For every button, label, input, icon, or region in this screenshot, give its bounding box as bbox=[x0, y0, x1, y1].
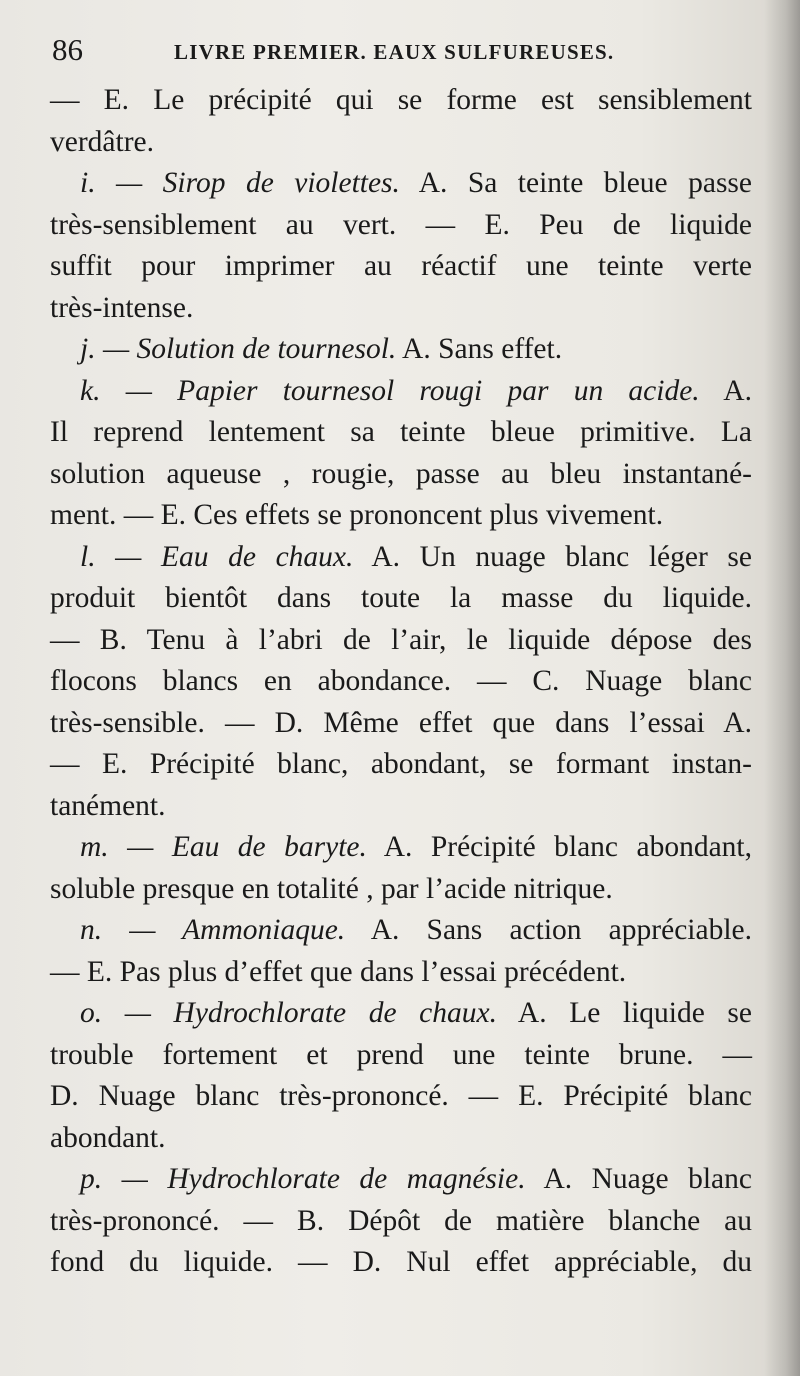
text-run: — B. Tenu à l’abri de l’air, le liquide dépose des bbox=[50, 623, 752, 656]
text-line bbox=[50, 80, 752, 122]
text-line bbox=[50, 537, 752, 579]
text-line bbox=[50, 412, 752, 454]
reagent-heading: l. — Eau de chaux. bbox=[80, 540, 354, 573]
text-line bbox=[50, 786, 752, 828]
text-run: A. Sans action appréciable. bbox=[345, 914, 752, 946]
reagent-heading: n. — Ammoniaque. bbox=[80, 914, 346, 946]
text-run: D. Nuage blanc très-prononcé. — E. Précipité blanc bbox=[50, 1080, 752, 1112]
text-run: A. Sans effet. bbox=[396, 333, 563, 365]
text-run: — E. Précipité blanc, abondant, se formant instan- bbox=[50, 748, 752, 780]
body-text bbox=[50, 80, 752, 1284]
text-run: tanément. bbox=[50, 789, 166, 822]
page-header bbox=[52, 28, 752, 72]
reagent-heading: p. — Hydrochlorate de magnésie. bbox=[80, 1163, 526, 1195]
text-line bbox=[50, 703, 752, 745]
text-line bbox=[50, 1035, 752, 1077]
text-run: A. Un nuage blanc léger se bbox=[353, 540, 752, 573]
text-line bbox=[50, 1159, 752, 1201]
text-run: — E. Pas plus d’effet que dans l’essai précédent. bbox=[50, 955, 627, 988]
reagent-heading: j. — Solution de tournesol. bbox=[80, 333, 397, 365]
text-run: produit bientôt dans toute la masse du liquide. bbox=[50, 582, 752, 614]
text-run: suffit pour imprimer au réactif une teinte verte bbox=[50, 250, 752, 282]
text-line bbox=[50, 205, 752, 247]
text-run: trouble fortement et prend une teinte brune. — bbox=[50, 1038, 752, 1071]
text-run: — E. Le précipité qui se forme est sensiblement bbox=[50, 84, 752, 116]
text-line bbox=[50, 661, 752, 703]
text-run: verdâtre. bbox=[50, 125, 154, 158]
text-line bbox=[50, 827, 752, 869]
text-line bbox=[50, 371, 752, 413]
text-run: solution aqueuse , rougie, passe au bleu instantané- bbox=[50, 457, 752, 490]
text-line bbox=[50, 578, 752, 620]
text-line bbox=[50, 1076, 752, 1118]
page-number: 86 bbox=[52, 32, 83, 67]
text-line bbox=[50, 869, 752, 911]
text-line bbox=[50, 288, 752, 330]
text-run: soluble presque en totalité , par l’acide nitrique. bbox=[50, 872, 613, 905]
text-run: A. Nuage blanc bbox=[525, 1163, 752, 1195]
text-run: abondant. bbox=[50, 1121, 166, 1154]
reagent-heading: k. — Papier tournesol rougi par un acide. bbox=[80, 374, 700, 407]
text-line bbox=[50, 1242, 752, 1284]
text-line bbox=[50, 495, 752, 537]
text-line bbox=[50, 163, 752, 205]
text-run: très-sensible. — D. Même effet que dans l’essai A. bbox=[50, 706, 752, 739]
text-line bbox=[50, 1118, 752, 1160]
text-run: ment. — E. Ces effets se prononcent plus vivement. bbox=[50, 499, 664, 531]
text-run: flocons blancs en abondance. — C. Nuage blanc bbox=[50, 665, 752, 697]
reagent-heading: i. — Sirop de violettes. bbox=[80, 167, 400, 199]
text-line bbox=[50, 329, 752, 371]
text-line bbox=[50, 122, 752, 164]
text-run: Il reprend lentement sa teinte bleue primitive. La bbox=[50, 416, 752, 448]
text-line bbox=[50, 246, 752, 288]
text-line bbox=[50, 744, 752, 786]
text-run: A. Le liquide se bbox=[496, 997, 752, 1029]
running-title: LIVRE PREMIER. EAUX SULFUREUSES. bbox=[174, 40, 615, 64]
text-run: A. Sa teinte bleue passe bbox=[399, 167, 752, 199]
text-run: A. Précipité blanc abondant, bbox=[366, 831, 752, 863]
page-gutter-shadow bbox=[764, 0, 800, 1376]
text-line bbox=[50, 620, 752, 662]
text-run: très-sensiblement au vert. — E. Peu de liquide bbox=[50, 208, 752, 241]
text-line bbox=[50, 1201, 752, 1243]
text-line bbox=[50, 952, 752, 994]
text-line bbox=[50, 454, 752, 496]
text-line bbox=[50, 993, 752, 1035]
text-run: fond du liquide. — D. Nul effet appréciable, du bbox=[50, 1246, 752, 1278]
reagent-heading: m. — Eau de baryte. bbox=[80, 831, 367, 863]
text-line bbox=[50, 910, 752, 952]
text-run: A. bbox=[699, 374, 752, 407]
reagent-heading: o. — Hydrochlorate de chaux. bbox=[80, 997, 497, 1029]
text-run: très-prononcé. — B. Dépôt de matière blanche au bbox=[50, 1204, 752, 1237]
text-run: très-intense. bbox=[50, 291, 194, 324]
